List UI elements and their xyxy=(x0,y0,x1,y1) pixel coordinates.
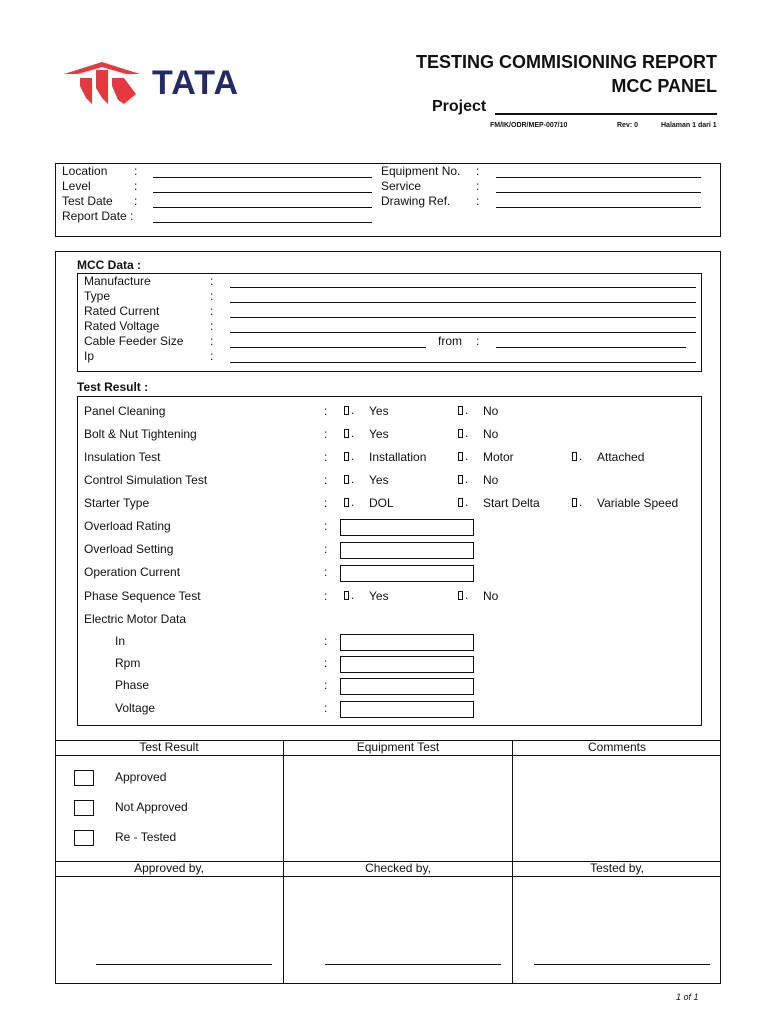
option-yes-label: Yes xyxy=(369,589,389,603)
option-no-label: No xyxy=(483,589,499,603)
report-subtitle: MCC PANEL xyxy=(611,76,717,96)
test-label-electric-motor-data: Electric Motor Data xyxy=(84,612,187,626)
header-approved-by: Approved by, xyxy=(134,861,204,875)
checkbox-icon xyxy=(344,591,349,600)
revision: Rev: 0 xyxy=(617,122,639,129)
info-equipment-sep: : xyxy=(476,164,480,178)
not-approved-label: Not Approved xyxy=(115,800,188,814)
info-reportdate-label: Report Date : xyxy=(62,209,134,223)
mcc-rated-voltage-label: Rated Voltage xyxy=(84,319,160,333)
info-testdate-sep: : xyxy=(134,194,138,208)
checkbox-icon xyxy=(344,475,349,484)
option-yes[interactable]: . xyxy=(344,472,354,486)
info-testdate-field[interactable] xyxy=(153,207,372,208)
header-tested-by: Tested by, xyxy=(590,861,644,875)
test-sep: : xyxy=(324,427,328,441)
info-testdate-label: Test Date xyxy=(62,194,113,208)
info-service-field[interactable] xyxy=(496,192,701,193)
mcc-sep: : xyxy=(210,304,214,318)
option-start-delta[interactable]: . xyxy=(458,495,468,509)
test-box xyxy=(77,396,702,726)
project-label: Project xyxy=(432,98,487,115)
info-drawing-field[interactable] xyxy=(496,207,701,208)
mcc-ip-label: Ip xyxy=(84,349,95,363)
logo-text: TATA xyxy=(152,64,240,102)
test-sep: : xyxy=(324,542,328,556)
header-comments: Comments xyxy=(587,740,646,754)
test-label-bolt-nut: Bolt & Nut Tightening xyxy=(84,427,197,441)
test-label-overload-setting: Overload Setting xyxy=(84,542,174,556)
option-dol[interactable]: . xyxy=(344,495,354,509)
option-no-label: No xyxy=(483,404,499,418)
checkbox-icon xyxy=(458,452,463,461)
test-sep: : xyxy=(324,589,328,603)
re-tested-label: Re - Tested xyxy=(115,830,177,844)
overload-rating-input[interactable] xyxy=(340,519,474,536)
mcc-manufacture-field[interactable] xyxy=(230,287,696,288)
operation-current-input[interactable] xyxy=(340,565,474,582)
project-field[interactable] xyxy=(495,113,717,115)
mcc-rated-current-field[interactable] xyxy=(230,317,696,318)
option-no[interactable]: . xyxy=(458,472,468,486)
test-sep: : xyxy=(324,519,328,533)
motor-rpm-input[interactable] xyxy=(340,656,474,673)
tata-logo-icon xyxy=(62,58,152,108)
test-label-starter-type: Starter Type xyxy=(84,496,150,510)
mcc-sep: : xyxy=(210,319,214,333)
option-start-delta-label: Start Delta xyxy=(483,496,540,510)
info-level-sep: : xyxy=(134,179,138,193)
test-sep: : xyxy=(324,634,328,648)
checkbox-icon xyxy=(344,429,349,438)
mcc-type-field[interactable] xyxy=(230,302,696,303)
option-motor-label: Motor xyxy=(483,450,514,464)
mcc-heading: MCC Data : xyxy=(77,258,142,272)
info-service-label: Service xyxy=(381,179,422,193)
test-sep: : xyxy=(324,404,328,418)
option-no[interactable]: . xyxy=(458,426,468,440)
checkbox-icon xyxy=(344,452,349,461)
checkbox-icon xyxy=(458,498,463,507)
info-drawing-sep: : xyxy=(476,194,480,208)
option-variable-speed-label: Variable Speed xyxy=(597,496,679,510)
checkbox-icon xyxy=(344,406,349,415)
checkbox-icon xyxy=(572,452,577,461)
results-table-header-line xyxy=(55,755,721,756)
checked-by-signature-line[interactable] xyxy=(325,964,501,965)
option-yes[interactable]: . xyxy=(344,403,354,417)
checkbox-icon xyxy=(458,591,463,600)
test-label-operation-current: Operation Current xyxy=(84,565,181,579)
page-number: 1 of 1 xyxy=(676,992,699,1002)
checkbox-icon xyxy=(458,406,463,415)
motor-in-input[interactable] xyxy=(340,634,474,651)
doc-code: FM/IK/ODR/MEP-007/10 xyxy=(490,122,568,129)
mcc-from-label: from xyxy=(438,334,462,348)
checkbox-icon xyxy=(344,498,349,507)
mcc-sep: : xyxy=(210,289,214,303)
option-yes-label: Yes xyxy=(369,473,389,487)
header-test-result: Test Result xyxy=(139,740,199,754)
test-heading: Test Result : xyxy=(77,380,149,394)
not-approved-checkbox[interactable] xyxy=(74,800,94,816)
checkbox-icon xyxy=(572,498,577,507)
motor-phase-input[interactable] xyxy=(340,678,474,695)
motor-voltage-label: Voltage xyxy=(115,701,156,715)
test-sep: : xyxy=(324,496,328,510)
test-sep: : xyxy=(324,565,328,579)
test-label-control-simulation: Control Simulation Test xyxy=(84,473,208,487)
test-label-insulation: Insulation Test xyxy=(84,450,161,464)
mcc-cable-feeder-label: Cable Feeder Size xyxy=(84,334,184,348)
motor-phase-label: Phase xyxy=(115,678,150,692)
mcc-ip-field[interactable] xyxy=(230,362,696,363)
mcc-sep: : xyxy=(210,349,214,363)
info-equipment-field[interactable] xyxy=(496,177,701,178)
info-reportdate-field[interactable] xyxy=(153,222,372,223)
option-attached[interactable]: . xyxy=(572,449,582,463)
mcc-rated-current-label: Rated Current xyxy=(84,304,160,318)
test-sep: : xyxy=(324,656,328,670)
test-sep: : xyxy=(324,678,328,692)
test-label-overload-rating: Overload Rating xyxy=(84,519,171,533)
option-no[interactable]: . xyxy=(458,588,468,602)
test-label-phase-sequence: Phase Sequence Test xyxy=(84,589,201,603)
sign-table-header-line xyxy=(55,876,721,877)
info-level-field[interactable] xyxy=(153,192,372,193)
test-sep: : xyxy=(324,450,328,464)
test-sep: : xyxy=(324,473,328,487)
info-service-sep: : xyxy=(476,179,480,193)
overload-setting-input[interactable] xyxy=(340,542,474,559)
info-location-sep: : xyxy=(134,164,138,178)
checkbox-icon xyxy=(458,429,463,438)
approved-checkbox[interactable] xyxy=(74,770,94,786)
option-yes-label: Yes xyxy=(369,404,389,418)
mcc-cable-feeder-field[interactable] xyxy=(230,347,426,348)
info-location-label: Location xyxy=(62,164,108,178)
re-tested-checkbox[interactable] xyxy=(74,830,94,846)
option-motor[interactable]: . xyxy=(458,449,468,463)
option-dol-label: DOL xyxy=(369,496,394,510)
option-yes[interactable]: . xyxy=(344,588,354,602)
mcc-rated-voltage-field[interactable] xyxy=(230,332,696,333)
option-yes[interactable]: . xyxy=(344,426,354,440)
checkbox-icon xyxy=(458,475,463,484)
mcc-manufacture-label: Manufacture xyxy=(84,274,151,288)
report-title: TESTING COMMISIONING REPORT xyxy=(415,52,717,72)
test-sep: : xyxy=(324,701,328,715)
page-info: Halaman 1 dari 1 xyxy=(661,122,717,129)
motor-in-label: In xyxy=(115,634,126,648)
tested-by-signature-line[interactable] xyxy=(534,964,710,965)
approved-by-signature-line[interactable] xyxy=(96,964,272,965)
motor-rpm-label: Rpm xyxy=(115,656,141,670)
option-installation[interactable]: . xyxy=(344,449,354,463)
info-level-label: Level xyxy=(62,179,91,193)
header-equipment-test: Equipment Test xyxy=(356,740,440,754)
option-variable-speed[interactable]: . xyxy=(572,495,582,509)
option-yes-label: Yes xyxy=(369,427,389,441)
option-no[interactable]: . xyxy=(458,403,468,417)
info-location-field[interactable] xyxy=(153,177,372,178)
test-label-panel-cleaning: Panel Cleaning xyxy=(84,404,166,418)
option-no-label: No xyxy=(483,473,499,487)
mcc-from-field[interactable] xyxy=(496,347,686,348)
logo xyxy=(62,58,254,108)
option-no-label: No xyxy=(483,427,499,441)
mcc-sep: : xyxy=(476,334,480,348)
motor-voltage-input[interactable] xyxy=(340,701,474,718)
header-checked-by: Checked by, xyxy=(365,861,431,875)
option-attached-label: Attached xyxy=(597,450,645,464)
mcc-sep: : xyxy=(210,334,214,348)
mcc-sep: : xyxy=(210,274,214,288)
approved-label: Approved xyxy=(115,770,167,784)
option-installation-label: Installation xyxy=(369,450,427,464)
mcc-type-label: Type xyxy=(84,289,111,303)
info-equipment-label: Equipment No. xyxy=(381,164,461,178)
info-drawing-label: Drawing Ref. xyxy=(381,194,451,208)
